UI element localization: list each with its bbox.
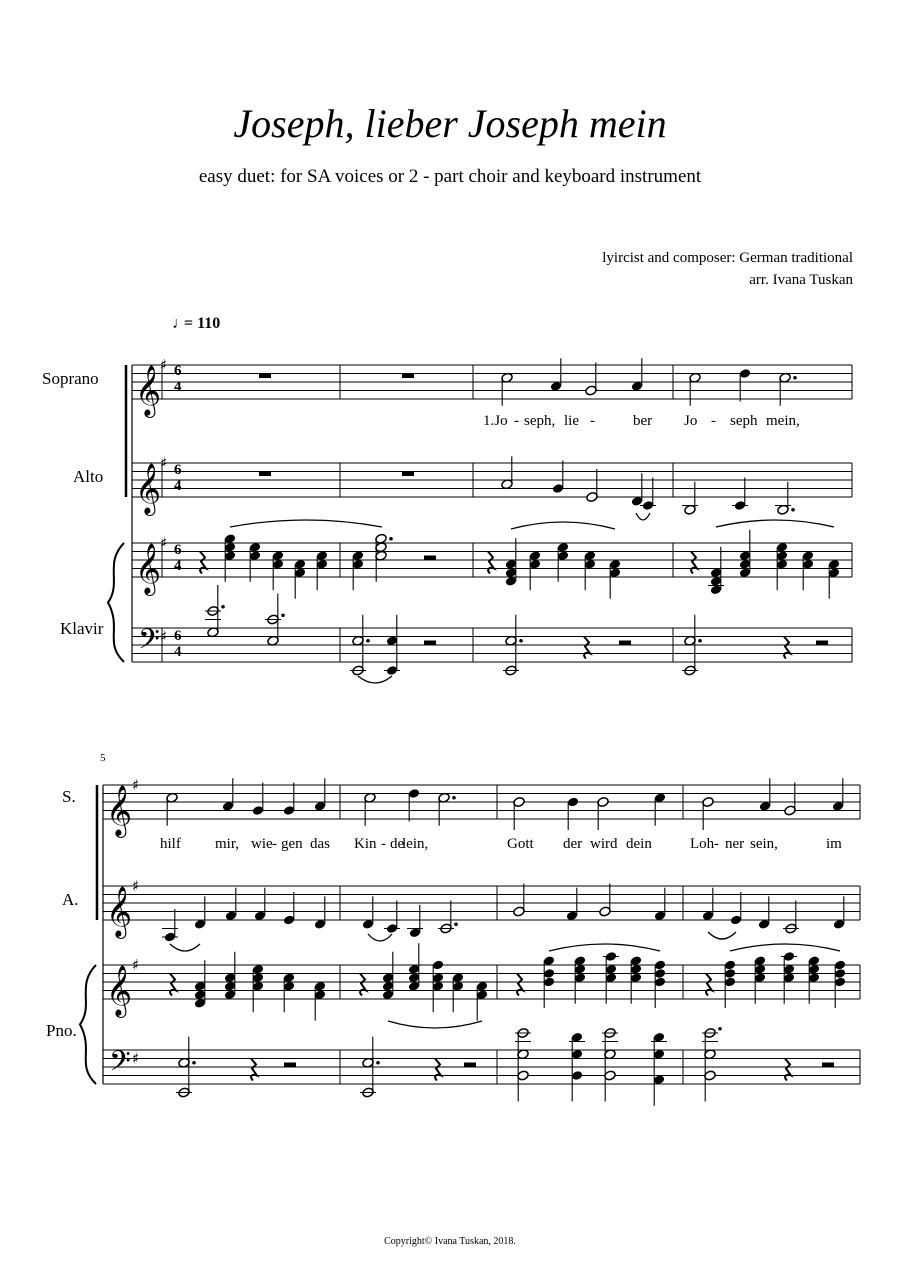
copyright: Copyright© Ivana Tuskan, 2018.	[384, 1236, 516, 1247]
slur	[708, 932, 736, 939]
rest	[464, 1063, 476, 1068]
key-sharp: ♯	[132, 776, 140, 794]
bass-clef: 𝄢	[109, 1045, 131, 1085]
rest	[706, 974, 712, 996]
augmentation-dot	[791, 508, 795, 512]
time-sig-bottom: 4	[174, 558, 182, 574]
label-alto: Alto	[73, 467, 104, 486]
slur	[511, 522, 615, 529]
lyric-syllable: ner	[725, 836, 745, 852]
rest	[259, 472, 271, 477]
lyric-syllable: Kin	[354, 836, 377, 852]
rest	[360, 974, 366, 996]
time-sig-bottom: 4	[174, 644, 182, 660]
rest	[424, 641, 436, 646]
key-sharp: ♯	[160, 627, 168, 646]
time-sig-top: 6	[174, 462, 182, 478]
time-sig-bottom: 4	[174, 379, 182, 395]
rest	[691, 552, 697, 574]
staff-lines	[80, 356, 860, 1085]
augmentation-dot	[366, 639, 370, 643]
augmentation-dot	[718, 1027, 722, 1031]
rest	[488, 552, 494, 574]
slur	[549, 944, 660, 951]
time-sig-top: 6	[174, 363, 182, 379]
treble-clef: 𝄞	[106, 886, 133, 937]
rest	[259, 374, 271, 379]
rest	[517, 974, 523, 996]
slur	[358, 676, 392, 683]
treble-clef: 𝄞	[135, 463, 162, 514]
treble-clef: 𝄞	[135, 365, 162, 416]
lyric-syllable: wie	[251, 836, 273, 852]
lyric-syllable: das	[310, 836, 330, 852]
lyric-syllable: 1.Jo	[483, 413, 508, 429]
label-s: S.	[62, 787, 76, 806]
rest	[251, 1059, 257, 1081]
notes	[162, 358, 846, 1106]
slur	[636, 513, 650, 520]
lyric-syllable: mir,	[215, 836, 239, 852]
label-a: A.	[62, 890, 79, 909]
lyric-syllable: seph,	[524, 413, 556, 429]
lyric-hyphen: -	[714, 836, 719, 852]
lyric-syllable: Jo	[684, 413, 698, 429]
key-sharp: ♯	[160, 534, 168, 552]
lyric-syllable: Gott	[507, 836, 534, 852]
augmentation-dot	[454, 922, 458, 926]
time-sig-top: 6	[174, 628, 182, 644]
tempo-text: = 110	[184, 315, 221, 332]
piano-brace	[108, 543, 124, 662]
rest	[284, 1063, 296, 1068]
slur	[716, 520, 834, 527]
augmentation-dot	[519, 639, 523, 643]
composer-line: lyircist and composer: German traditional	[602, 250, 853, 266]
slur	[388, 1021, 482, 1028]
rest	[785, 1059, 791, 1081]
key-sharp: ♯	[160, 454, 168, 472]
key-sharp: ♯	[160, 356, 168, 374]
lyric-syllable: im	[826, 836, 842, 852]
slur	[170, 944, 200, 951]
arranger-line: arr. Ivana Tuskan	[749, 272, 853, 288]
lyric-syllable: wird	[590, 836, 618, 852]
lyric-syllable: lie	[564, 413, 579, 429]
lyric-syllable: sein,	[750, 836, 778, 852]
rest	[424, 556, 436, 561]
label-piano: Klavir	[60, 619, 104, 638]
lyric-hyphen: -	[590, 413, 595, 429]
tempo-note-symbol: ♩	[172, 315, 188, 332]
label-pno: Pno.	[46, 1021, 77, 1040]
key-sharp: ♯	[132, 956, 140, 974]
slur	[730, 944, 840, 951]
lyric-hyphen: -	[711, 413, 716, 429]
augmentation-dot	[389, 537, 393, 541]
rest	[822, 1063, 834, 1068]
time-sig-bottom: 4	[174, 478, 182, 494]
rest	[435, 1059, 441, 1081]
rest	[200, 552, 206, 574]
augmentation-dot	[376, 1061, 380, 1065]
rest	[816, 641, 828, 646]
rest	[619, 641, 631, 646]
augmentation-dot	[698, 639, 702, 643]
lyric-syllable: lein,	[402, 836, 429, 852]
lyric-syllable: dein	[626, 836, 652, 852]
lyric-syllable: hilf	[160, 836, 181, 852]
key-sharp: ♯	[132, 877, 140, 895]
measure-number: 5	[100, 752, 106, 764]
treble-clef: 𝄞	[106, 965, 133, 1016]
rest	[784, 637, 790, 659]
piece-subtitle: easy duet: for SA voices or 2 - part choir and keyboard instrument	[198, 166, 702, 187]
treble-clef: 𝄞	[135, 543, 162, 594]
lyric-hyphen: -	[381, 836, 386, 852]
piece-title: Joseph, lieber Joseph mein	[233, 101, 667, 146]
bass-clef: 𝄢	[138, 623, 160, 663]
slur	[230, 520, 382, 527]
lyric-hyphen: -	[272, 836, 277, 852]
time-sig-top: 6	[174, 542, 182, 558]
rest	[402, 472, 414, 477]
rest	[584, 637, 590, 659]
lyric-hyphen: -	[514, 413, 519, 429]
treble-clef: 𝄞	[106, 785, 133, 836]
piano-brace	[80, 965, 96, 1084]
augmentation-dot	[221, 605, 225, 609]
lyric-syllable: mein,	[766, 413, 800, 429]
key-sharp: ♯	[132, 1049, 140, 1068]
lyric-syllable: ber	[633, 413, 653, 429]
rest	[170, 974, 176, 996]
slur	[368, 934, 392, 941]
augmentation-dot	[793, 376, 797, 380]
lyric-syllable: Loh	[690, 836, 715, 852]
label-soprano: Soprano	[42, 369, 99, 388]
augmentation-dot	[452, 796, 456, 800]
augmentation-dot	[281, 613, 285, 617]
augmentation-dot	[192, 1061, 196, 1065]
lyric-syllable: de	[390, 836, 405, 852]
lyric-syllable: gen	[281, 836, 303, 852]
rest	[402, 374, 414, 379]
lyric-syllable: seph	[730, 413, 758, 429]
lyric-syllable: der	[563, 836, 583, 852]
